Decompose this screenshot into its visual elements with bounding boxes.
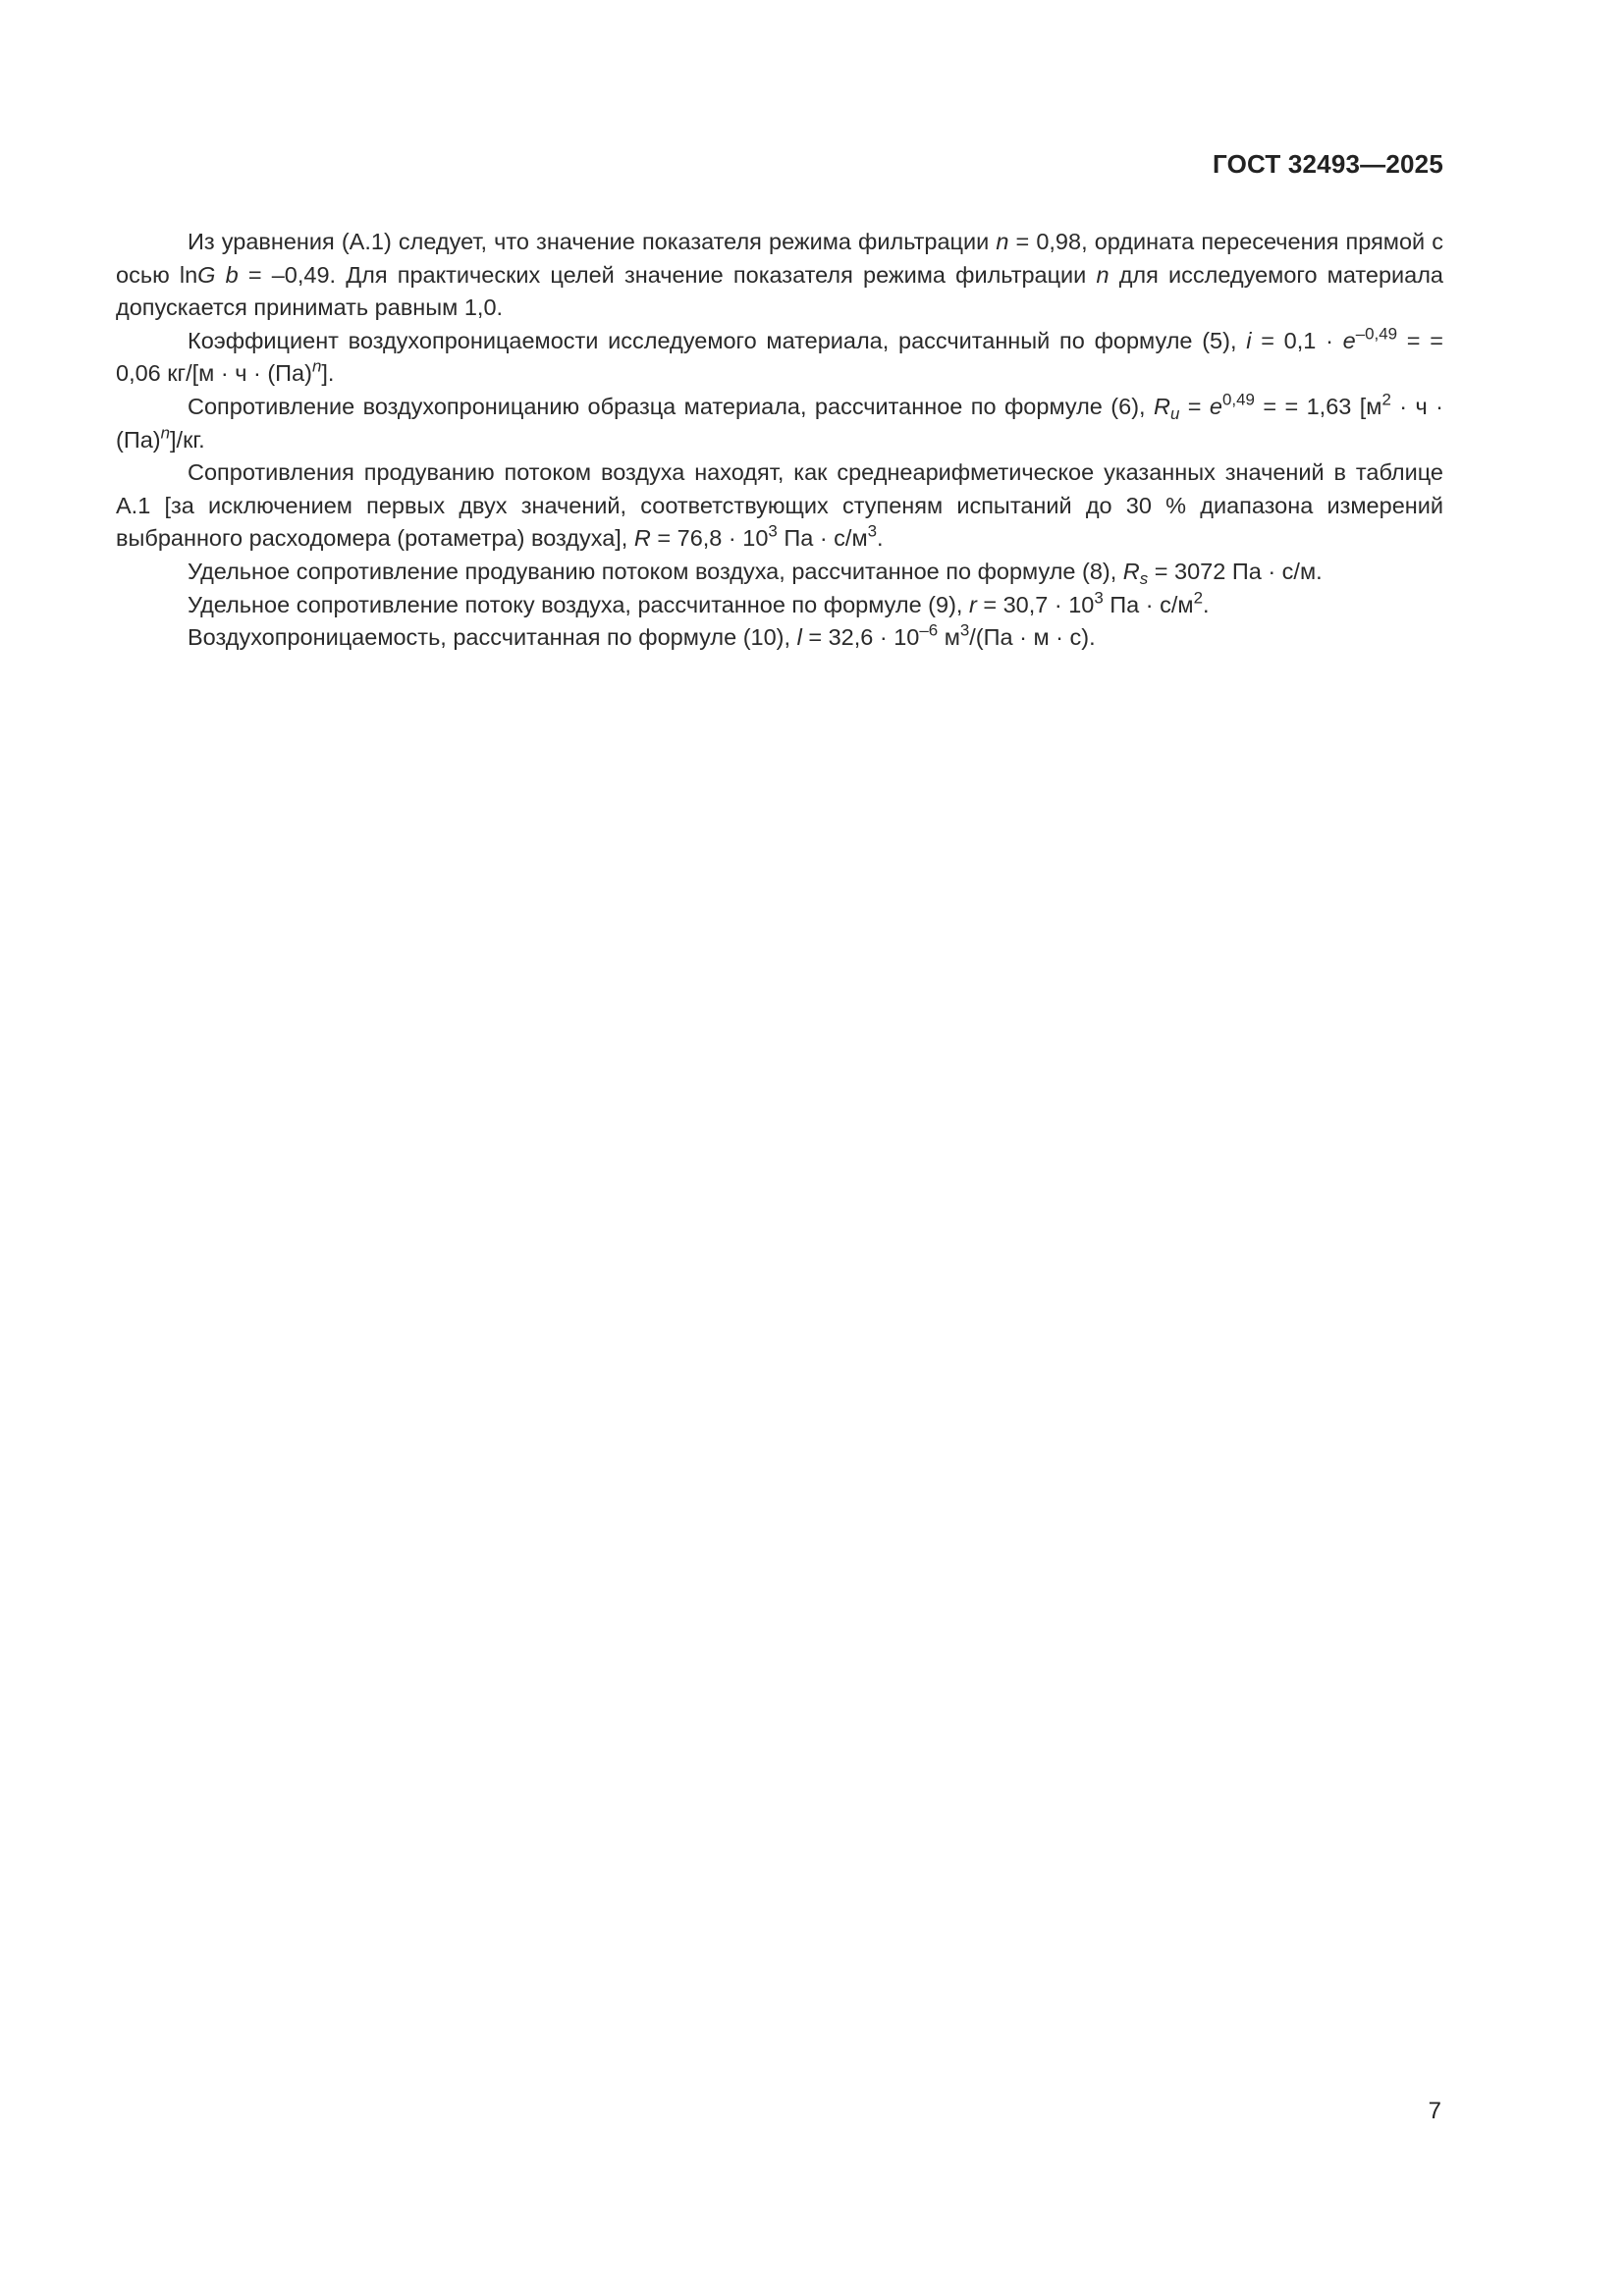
paragraph-air-permeability: Воздухопроницаемость, рассчитанная по формуле (10), $l = 32,6 \cdot 10^{-6}$ $м^3/(Па \cdot м \cdot с)$. — [188, 620, 1096, 651]
paragraph-permeability-coefficient: Коэффициент воздухопроницаемости исследуемого материала, рассчитанный по формуле (5), $i = 0,1 \cdot e^{-0,49}$ = = 0,06 кг/[м · ч · (Па)$^n$]. — [116, 324, 1443, 387]
paragraph-permeation-resistance: Сопротивление воздухопроницанию образца материала, рассчитанное по формуле (6), $R_u = e^{0,49}$ = = 1,63 $[м^2 \cdot ч \cdot (Па)^n]/кг$. — [116, 390, 1443, 453]
paragraph-flow-resistance: Сопротивления продуванию потоком воздуха находят, как среднеарифметическое указанных значений в таблице А.1 [за исключением первых двух значений, соответствующих ступеням испытаний до 30 % диапазона измерений выбранного расходомера (ротаметра) воздуха], $R = 76,8 \cdot 10^3$ Па · $с/м^3$. — [116, 459, 1443, 552]
page-number: 7 — [1428, 2098, 1441, 2124]
document-header: ГОСТ 32493—2025 — [1213, 149, 1443, 179]
paragraph-filtration-index: Из уравнения (А.1) следует, что значение показателя режима фильтрации n = 0,98, ордината пересечения прямой с осью lnG b = –0,49. Для практических целей значение показателя режима фильтрации n для исследуемого материала допускается принимать равным 1,0. — [116, 229, 1444, 321]
document-body — [116, 226, 1443, 655]
paragraph-airflow-resistivity: Удельное сопротивление потоку воздуха, рассчитанное по формуле (9), $r = 30,7 \cdot 10^3$ Па · $с/м^2$. — [188, 588, 1210, 617]
paragraph-specific-flow-resistance: Удельное сопротивление продуванию потоком воздуха, рассчитанное по формуле (8), $R_s = 3072$ Па · с/м. — [188, 558, 1323, 588]
